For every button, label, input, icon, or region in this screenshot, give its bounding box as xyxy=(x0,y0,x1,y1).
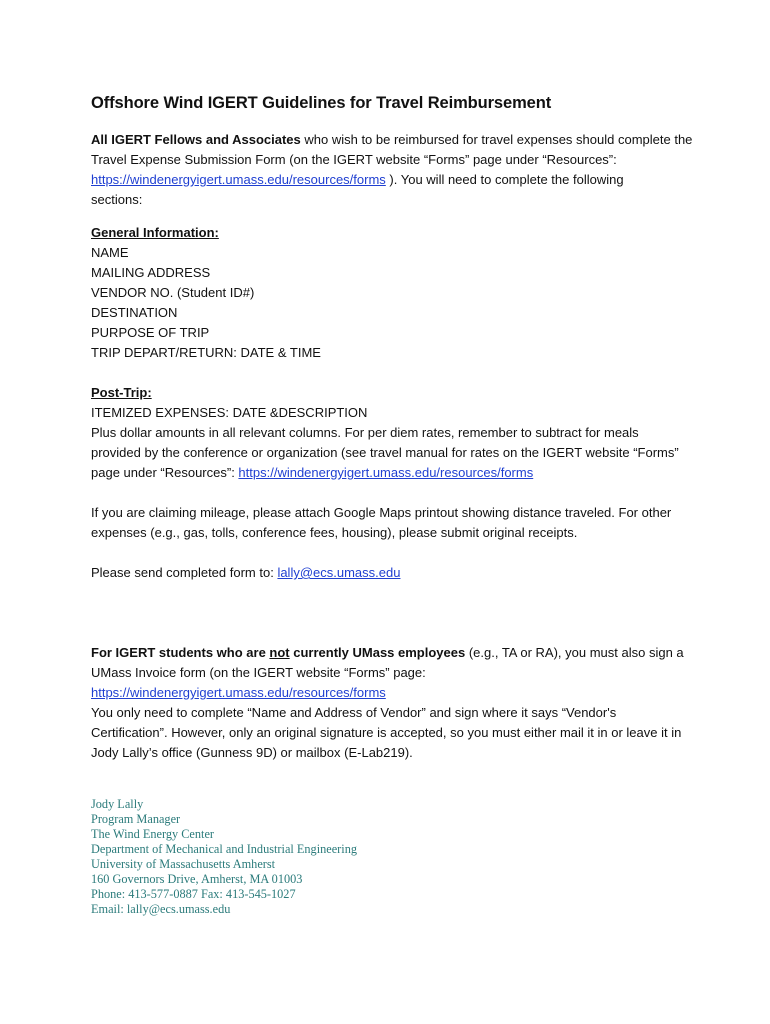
document-title: Offshore Wind IGERT Guidelines for Travel Reimbursement xyxy=(91,94,552,112)
post-trip-line-4 xyxy=(91,463,691,483)
non-employee-line-4: You only need to complete “Name and Address of Vendor” and sign where it says “Vendor's xyxy=(91,705,617,720)
post-trip-section xyxy=(91,383,691,483)
non-employee-line-3 xyxy=(91,683,691,703)
post-trip-line-4-pre: page under “Resources”: xyxy=(91,465,239,480)
intro-paragraph xyxy=(91,130,691,210)
invoice-forms-link[interactable]: https://windenergyigert.umass.edu/resources/forms xyxy=(91,685,386,700)
post-trip-heading: Post-Trip: xyxy=(91,385,152,400)
general-item: PURPOSE OF TRIP xyxy=(91,325,210,340)
non-employee-line-5: Certification”. However, only an original signature is accepted, so you must either mail it in or leave it in xyxy=(91,725,682,740)
signature-address: 160 Governors Drive, Amherst, MA 01003 xyxy=(91,872,303,886)
general-item: DESTINATION xyxy=(91,305,178,320)
mileage-line-1: If you are claiming mileage, please attach Google Maps printout showing distance traveled. For other xyxy=(91,505,672,520)
signature-title: Program Manager xyxy=(91,812,181,826)
forms-link[interactable]: https://windenergyigert.umass.edu/resources/forms xyxy=(91,172,386,187)
send-form-paragraph xyxy=(91,563,691,583)
non-employee-line-1 xyxy=(91,643,691,663)
general-item: NAME xyxy=(91,245,129,260)
signature-name: Jody Lally xyxy=(91,797,144,811)
send-email-link[interactable]: lally@ecs.umass.edu xyxy=(277,565,401,580)
post-trip-line-3: provided by the conference or organization (see travel manual for rates on the IGERT website “Forms” xyxy=(91,445,679,460)
non-employee-paragraph xyxy=(91,643,691,763)
general-information-section xyxy=(91,223,691,363)
signature-block xyxy=(91,797,357,917)
intro-bold-lead: All IGERT Fellows and Associates xyxy=(91,132,301,147)
post-trip-line-2: Plus dollar amounts in all relevant columns. For per diem rates, remember to subtract for meals xyxy=(91,425,639,440)
general-item: VENDOR NO. (Student ID#) xyxy=(91,285,255,300)
general-item: MAILING ADDRESS xyxy=(91,265,211,280)
post-trip-forms-link[interactable]: https://windenergyigert.umass.edu/resources/forms xyxy=(238,465,534,480)
send-pre: Please send completed form to: xyxy=(91,565,278,580)
non-employee-line-2: UMass Invoice form (on the IGERT website “Forms” page: xyxy=(91,665,426,680)
intro-line-2: Travel Expense Submission Form (on the IGERT website “Forms” page under “Resources”: xyxy=(91,152,617,167)
intro-line-3 xyxy=(91,170,691,190)
signature-university: University of Massachusetts Amherst xyxy=(91,857,276,871)
signature-center: The Wind Energy Center xyxy=(91,827,215,841)
post-trip-line-1: ITEMIZED EXPENSES: DATE &DESCRIPTION xyxy=(91,405,368,420)
signature-department: Department of Mechanical and Industrial Engineering xyxy=(91,842,357,856)
signature-phone-fax: Phone: 413-577-0887 Fax: 413-545-1027 xyxy=(91,887,296,901)
non-employee-line-6: Jody Lally’s office (Gunness 9D) or mailbox (E-Lab219). xyxy=(91,745,413,760)
mileage-paragraph xyxy=(91,503,691,543)
general-item: TRIP DEPART/RETURN: DATE & TIME xyxy=(91,345,321,360)
send-line xyxy=(91,563,691,583)
intro-line-4: sections: xyxy=(91,192,143,207)
general-information-heading: General Information: xyxy=(91,225,219,240)
non-employee-bold-1: For IGERT students who are xyxy=(91,645,270,660)
mileage-line-2: expenses (e.g., gas, tolls, conference fees, housing), please submit original receipts. xyxy=(91,525,578,540)
intro-line-3-rest: ). You will need to complete the following xyxy=(385,172,624,187)
intro-line-1-rest: who wish to be reimbursed for travel expenses should complete the xyxy=(300,132,693,147)
signature-email: Email: lally@ecs.umass.edu xyxy=(91,902,231,916)
non-employee-line-1-rest: (e.g., TA or RA), you must also sign a xyxy=(465,645,684,660)
non-employee-bold-not: not xyxy=(269,645,290,660)
non-employee-bold-2: currently UMass employees xyxy=(289,645,466,660)
intro-line-1 xyxy=(91,130,691,150)
